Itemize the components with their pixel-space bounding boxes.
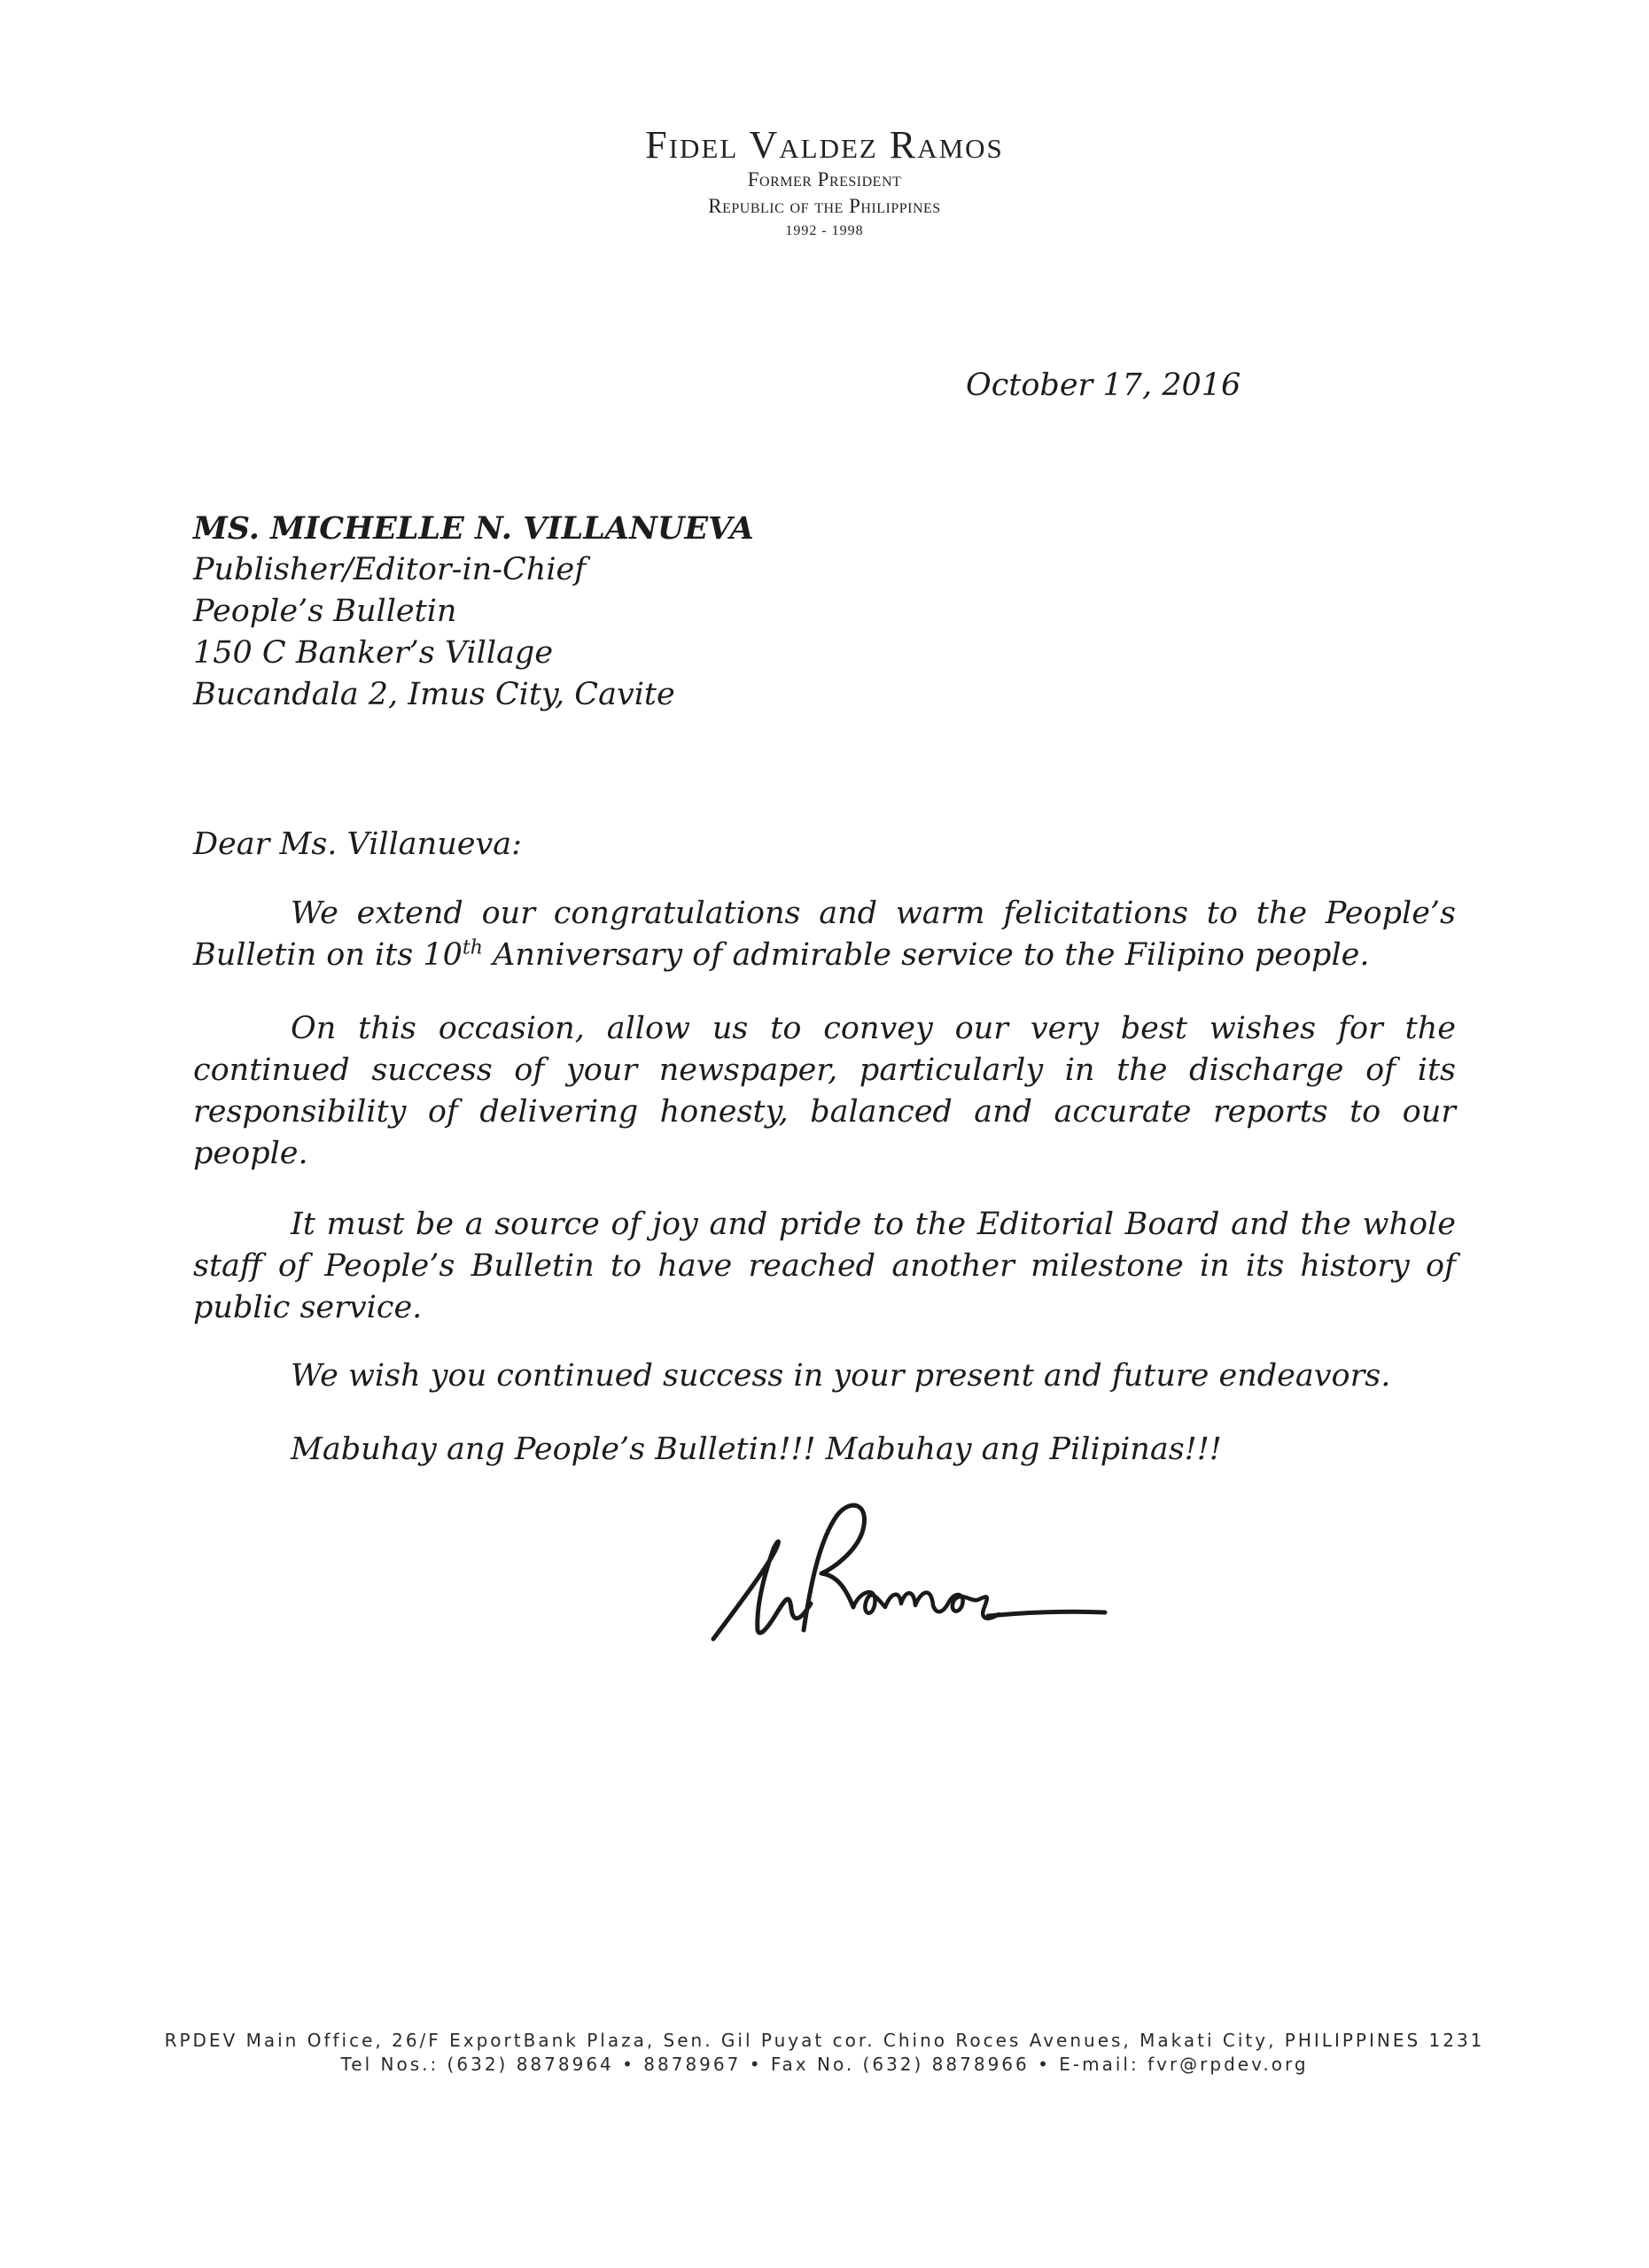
letter-date: October 17, 2016 xyxy=(966,368,1241,403)
paragraph-mabuhay: Mabuhay ang People’s Bulletin!!! Mabuhay ang Pilipinas!!! xyxy=(291,1432,1222,1467)
paragraph-continued-success: We wish you continued success in your present and future endeavors. xyxy=(291,1358,1391,1394)
paragraph-congratulations xyxy=(193,893,1456,976)
recipient-block xyxy=(193,508,754,716)
recipient-address-line-2: Bucandala 2, Imus City, Cavite xyxy=(193,677,675,712)
letterhead-name: Fidel Valdez Ramos xyxy=(645,123,1004,167)
signature-stroke-tail xyxy=(988,1612,1105,1616)
footer-contact xyxy=(0,2029,1649,2077)
letterhead xyxy=(0,124,1649,243)
letterhead-years: 1992 - 1998 xyxy=(785,223,864,238)
paragraph-milestone: It must be a source of joy and pride to the Editorial Board and the whole staff of People’s Bulletin to have reached another milestone in its history of public service. xyxy=(193,1207,1456,1325)
ordinal-suffix: th xyxy=(462,936,483,959)
paragraph-1-text-a: We extend our congratulations and warm felicitations to the People’s Bulletin on its 10 xyxy=(193,896,1456,973)
letterhead-title: Former President xyxy=(747,168,902,190)
signature-stroke-initial xyxy=(713,1542,811,1639)
footer-phone-email: Tel Nos.: (632) 8878964 • 8878967 • Fax No. (632) 8878966 • E-mail: fvr@rpdev.org xyxy=(340,2054,1309,2075)
salutation: Dear Ms. Villanueva: xyxy=(193,827,522,862)
signature-stroke-r xyxy=(804,1505,865,1630)
paragraph-best-wishes: On this occasion, allow us to convey our very best wishes for the continued success of your newspaper, particularly in the discharge of its responsibility of delivering honesty, balanced and accurate reports to our people. xyxy=(193,1011,1456,1171)
recipient-organization: People’s Bulletin xyxy=(193,594,457,629)
recipient-address-line-1: 150 C Banker’s Village xyxy=(193,635,554,671)
recipient-name: MS. MICHELLE N. VILLANUEVA xyxy=(193,510,754,547)
signature xyxy=(704,1497,1112,1657)
paragraph-1-text-b: Anniversary of admirable service to the Filipino people. xyxy=(482,937,1370,973)
footer-address: RPDEV Main Office, 26/F ExportBank Plaza, Sen. Gil Puyat cor. Chino Roces Avenues, Makati City, PHILIPPINES 1231 xyxy=(164,2030,1485,2051)
recipient-position: Publisher/Editor-in-Chief xyxy=(193,552,587,587)
signature-stroke-letters xyxy=(853,1592,999,1619)
letterhead-country: Republic of the Philippines xyxy=(708,195,941,217)
